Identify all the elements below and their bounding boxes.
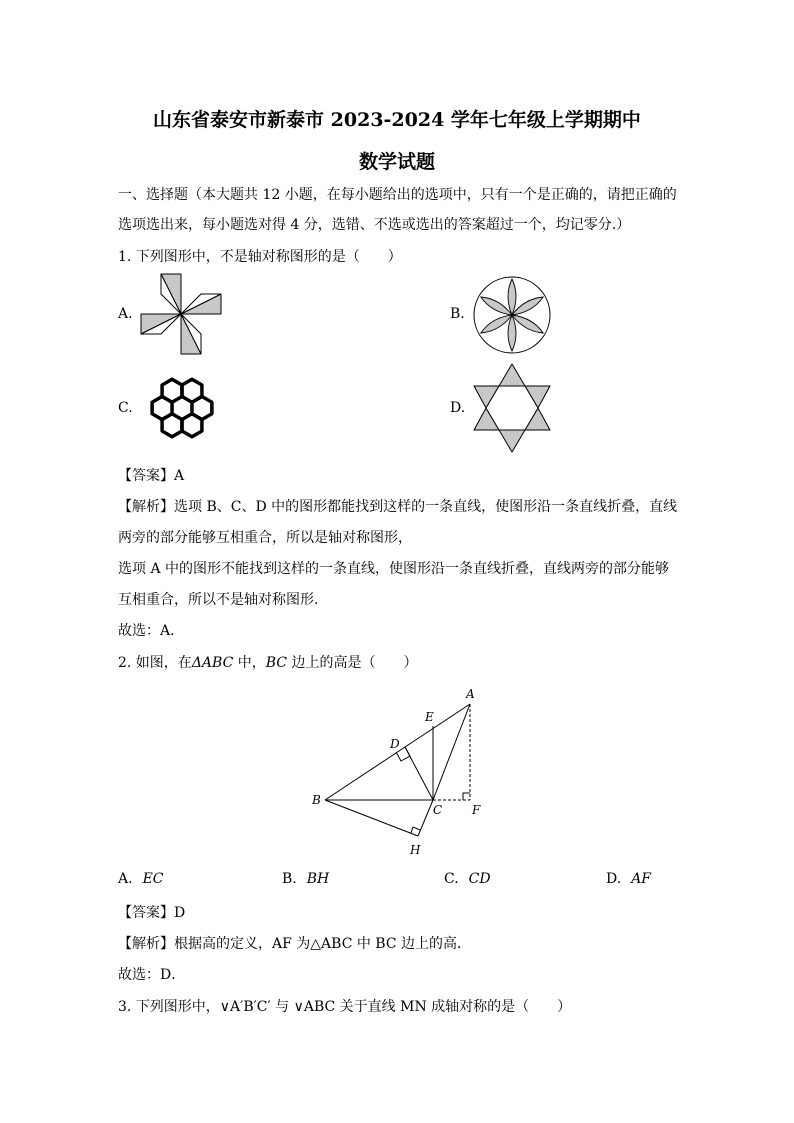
q1-answer: 【答案】A — [118, 468, 185, 484]
q3-stem: 3. 下列图形中，∨A′B′C′ 与 ∨ABC 关于直线 MN 成轴对称的是（ ） — [118, 999, 572, 1015]
q1-analysis-line4: 互相重合，所以不是轴对称图形. — [118, 592, 319, 608]
point-d-label: D — [390, 737, 400, 751]
q1-analysis-line2: 两旁的部分能够互相重合，所以是轴对称图形， — [118, 530, 412, 546]
page-subtitle: 数学试题 — [358, 151, 435, 173]
q2-option-c-label: C. — [444, 871, 459, 887]
pinwheel-figure — [140, 274, 222, 354]
q2-option-b-label: B. — [282, 871, 297, 887]
q1-option-c-label: C. — [118, 400, 133, 416]
point-h-label: H — [410, 843, 421, 857]
q1-option-a-label: A. — [118, 306, 133, 322]
q1-analysis-line1: 【解析】选项 B、C、D 中的图形都能找到这样的一条直线，使图形沿一条直线折叠，直线 — [118, 499, 678, 515]
q1-option-b-label: B. — [450, 306, 465, 322]
q2-stem-bc: BC — [265, 655, 288, 671]
q2-stem-mid: 中， — [233, 655, 266, 671]
q2-stem-triangle: ΔABC — [191, 655, 234, 671]
q2-option-d — [606, 871, 651, 887]
flower-circle-figure — [472, 275, 552, 355]
q2-option-b — [282, 871, 329, 887]
q2-answer: 【答案】D — [118, 905, 186, 921]
q1-option-d-label: D. — [450, 400, 466, 416]
q2-option-b-value: BH — [306, 871, 330, 887]
hexagon-shape — [182, 414, 202, 437]
point-c-label: C — [433, 803, 443, 817]
q2-option-a-label: A. — [118, 871, 133, 887]
triangle-altitude-figure — [300, 684, 500, 860]
hexagon-shape — [162, 414, 182, 437]
q2-option-c-value: CD — [468, 871, 491, 887]
point-f-label: F — [472, 803, 481, 817]
q1-analysis-line3: 选项 A 中的图形不能找到这样的一条直线，使图形沿一条直线折叠，直线两旁的部分能够 — [118, 561, 670, 577]
q2-analysis: 【解析】根据高的定义，AF 为△ABC 中 BC 边上的高． — [118, 936, 472, 952]
point-e-label: E — [425, 710, 434, 724]
section-intro-line2: 选项选出来，每小题选对得 4 分，选错、不选或选出的答案超过一个，均记零分.） — [118, 217, 631, 233]
section-intro-line1: 一、选择题（本大题共 12 小题，在每小题给出的选项中，只有一个是正确的，请把正确的 — [118, 187, 677, 203]
q2-stem-pre: 2. 如图，在 — [118, 655, 192, 671]
q2-option-c — [444, 871, 491, 887]
point-b-label: B — [312, 793, 321, 807]
q2-option-a-value: EC — [142, 871, 164, 887]
page-title: 山东省泰安市新泰市 2023-2024 学年七年级上学期期中 — [153, 109, 641, 131]
q1-stem: 1. 下列图形中，不是轴对称图形的是（ ） — [118, 249, 402, 265]
q2-stem — [118, 652, 417, 674]
q1-choose: 故选：A． — [118, 623, 185, 639]
q2-option-a — [118, 871, 164, 887]
star-of-david-figure — [472, 362, 552, 454]
q2-option-d-value: AF — [631, 871, 652, 887]
hexagon-ring-figure — [140, 370, 224, 446]
q2-option-d-label: D. — [606, 871, 622, 887]
point-a-label: A — [466, 687, 475, 701]
q2-stem-post: 边上的高是（ ） — [287, 655, 418, 671]
q2-choose: 故选：D． — [118, 967, 186, 983]
